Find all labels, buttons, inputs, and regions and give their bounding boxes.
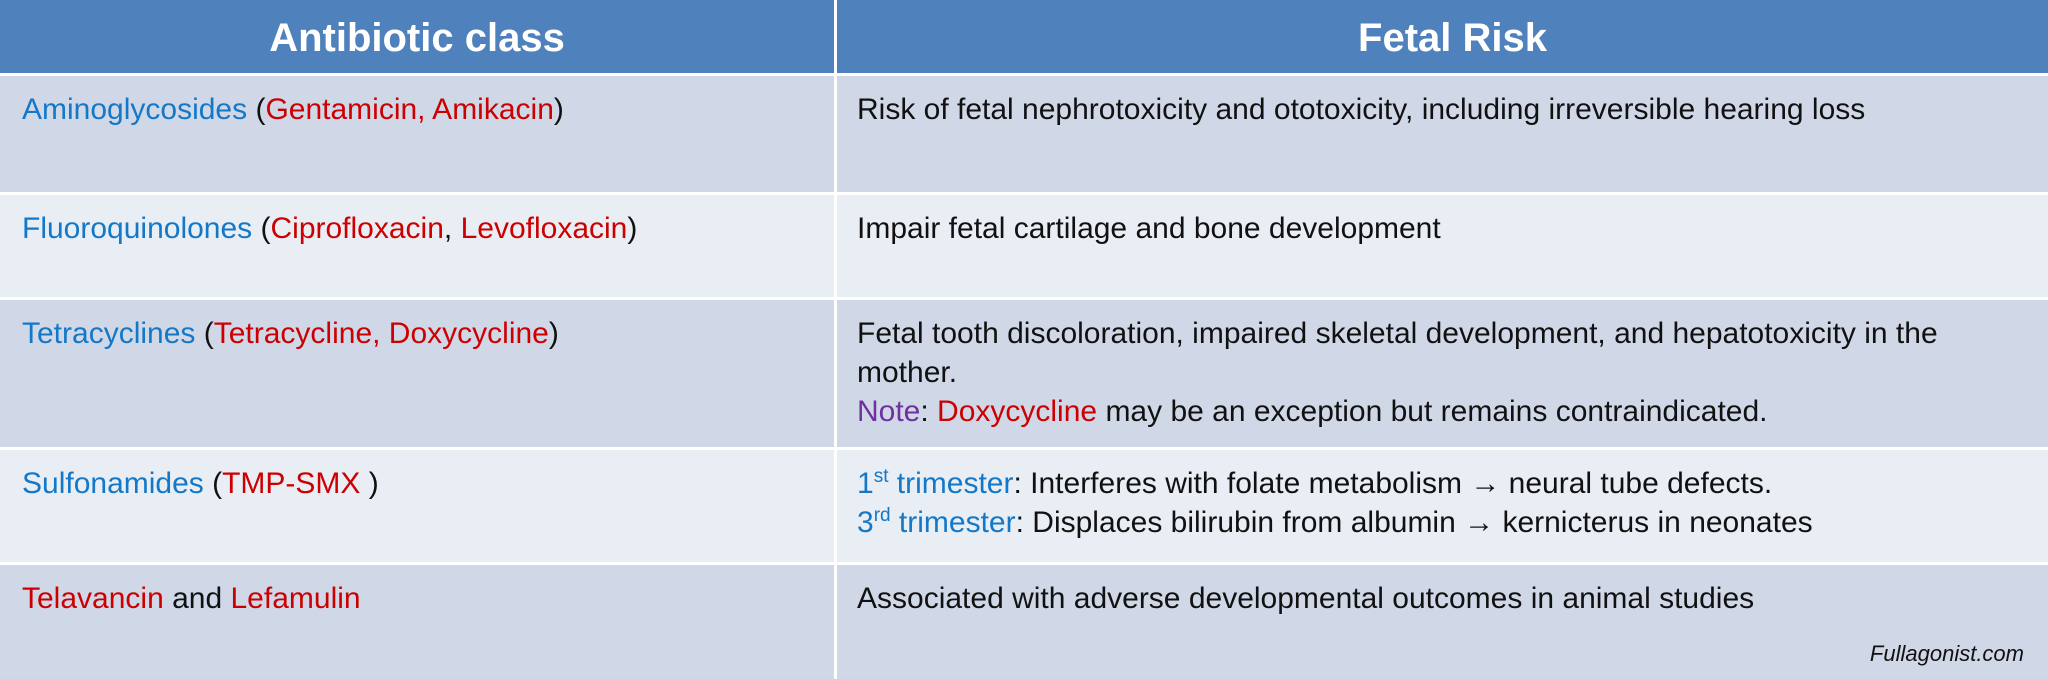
class-name: Fluoroquinolones	[22, 212, 253, 245]
paren-close: )	[548, 317, 559, 350]
header-antibiotic-class: Antibiotic class	[0, 0, 837, 76]
paren-close: )	[368, 467, 379, 500]
note-text: may be an exception but remains contraindicated.	[1097, 395, 1768, 428]
trimester-word: trimester	[888, 467, 1014, 500]
paren-close: )	[627, 212, 638, 245]
paren-open: (	[252, 212, 271, 245]
class-name: Sulfonamides	[22, 467, 204, 500]
row-tetracyclines-risk	[837, 300, 2048, 450]
note-drug: Doxycycline	[937, 395, 1098, 428]
row-telavancin-risk	[837, 565, 2048, 679]
paren-open: (	[195, 317, 214, 350]
paren-open: (	[203, 467, 223, 500]
drug-names: TMP-SMX	[222, 467, 369, 500]
watermark: Fullagonist.com	[1869, 641, 2024, 666]
header-fetal-risk: Fetal Risk	[837, 0, 2048, 76]
trimester-text: : Interferes with folate metabolism → neural tube defects.	[1013, 467, 1773, 500]
trimester-number: 3	[857, 506, 874, 539]
paren-open: (	[247, 93, 266, 126]
risk-text: Impair fetal cartilage and bone development	[857, 212, 1441, 245]
row-sulfonamides-risk	[837, 450, 2048, 565]
row-fluoroquinolones-class	[0, 195, 837, 300]
row-tetracyclines-class	[0, 300, 837, 450]
drug-name: Levofloxacin	[460, 212, 628, 245]
note-label: Note	[857, 395, 921, 428]
drug-name: Telavancin	[22, 582, 164, 615]
risk-text: Associated with adverse developmental outcomes in animal studies	[857, 582, 1755, 615]
class-name: Aminoglycosides	[22, 93, 248, 126]
ordinal-suffix: st	[873, 466, 889, 487]
drug-name: Ciprofloxacin	[270, 212, 444, 245]
drug-name: Lefamulin	[230, 582, 361, 615]
conjunction: and	[163, 582, 231, 615]
trimester-number: 1	[857, 467, 874, 500]
drug-names: Gentamicin, Amikacin	[265, 93, 554, 126]
trimester-word: trimester	[890, 506, 1016, 539]
trimester-label	[857, 467, 1013, 500]
separator: ,	[443, 212, 461, 245]
ordinal-suffix: rd	[873, 505, 891, 526]
row-telavancin-class	[0, 565, 837, 679]
row-fluoroquinolones-risk	[837, 195, 2048, 300]
drug-names: Tetracycline, Doxycycline	[213, 317, 549, 350]
trimester-text: : Displaces bilirubin from albumin → kernicterus in neonates	[1015, 506, 1813, 539]
class-name: Tetracyclines	[22, 317, 196, 350]
row-aminoglycosides-risk	[837, 76, 2048, 195]
paren-close: )	[553, 93, 564, 126]
row-sulfonamides-class	[0, 450, 837, 565]
risk-text: Risk of fetal nephrotoxicity and ototoxicity, including irreversible hearing loss	[857, 93, 1866, 126]
note-colon: :	[920, 395, 938, 428]
trimester-label	[857, 506, 1016, 539]
risk-text: Fetal tooth discoloration, impaired skeletal development, and hepatotoxicity in the mother.	[857, 317, 1938, 389]
note-line	[857, 392, 2028, 431]
first-trimester-line	[857, 464, 2028, 503]
third-trimester-line	[857, 503, 2028, 542]
row-aminoglycosides-class	[0, 76, 837, 195]
